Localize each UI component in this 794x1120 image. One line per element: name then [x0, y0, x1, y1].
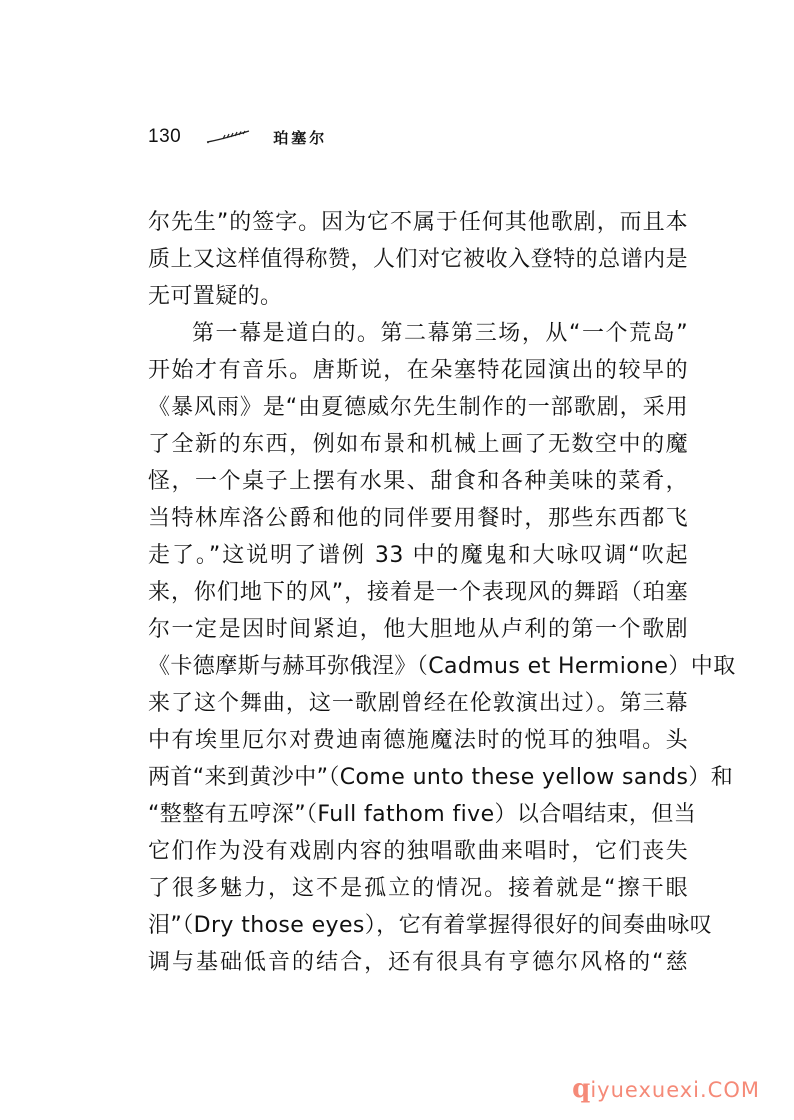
paragraph-start-line: 第一幕是道白的。第二幕第三场，从“一个荒岛”	[192, 321, 688, 346]
text-line: 两首“来到黄沙中”（Come unto these yellow sands）和	[148, 765, 734, 790]
text-line: 调与基础低音的结合，还有很具有亨德尔风格的“慈	[148, 950, 688, 975]
text-line: 质上又这样值得称赞，人们对它被收入登特的总谱内是	[148, 247, 688, 272]
text-line: 《卡德摩斯与赫耳弥俄涅》（Cadmus et Hermione）中取	[148, 654, 736, 679]
text-line: 开始才有音乐。唐斯说，在朵塞特花园演出的较早的	[148, 358, 688, 383]
text-line: 怪，一个桌子上摆有水果、甜食和各种美味的菜肴，	[148, 469, 688, 494]
text-line: 了全新的东西，例如布景和机械上画了无数空中的魔	[148, 432, 688, 457]
text-line: 走了。”这说明了谱例 33 中的魔鬼和大咏叹调“吹起	[148, 543, 688, 568]
body-text	[148, 204, 736, 981]
site-watermark	[572, 1074, 760, 1104]
page-header	[148, 122, 327, 152]
text-line: 尔一定是因时间紧迫，他大胆地从卢利的第一个歌剧	[148, 617, 688, 642]
text-line: 了很多魅力，这不是孤立的情况。接着就是“擦干眼	[148, 876, 688, 901]
watermark-text: iyuexuexi.COM	[590, 1078, 760, 1102]
text-line: 《暴风雨》是“由夏德威尔先生制作的一部歌剧，采用	[148, 395, 688, 420]
text-line: 来了这个舞曲，这一歌剧曾经在伦敦演出过）。第三幕	[148, 691, 688, 716]
running-title: 珀塞尔	[273, 128, 328, 147]
text-line: “整整有五哼深”（Full fathom five）以合唱结束，但当	[148, 802, 697, 827]
watermark-logo-letter: q	[572, 1074, 591, 1104]
text-line: 它们作为没有戏剧内容的独唱歌曲来唱时，它们丧失	[148, 839, 688, 864]
page-number: 130	[148, 126, 182, 147]
text-line: 中有埃里厄尔对费迪南德施魔法时的悦耳的独唱。头	[148, 728, 688, 753]
feather-quill-icon	[205, 130, 251, 144]
text-line: 来，你们地下的风”，接着是一个表现风的舞蹈（珀塞	[148, 580, 688, 605]
text-line: 泪”（Dry those eyes），它有着掌握得很好的间奏曲咏叹	[148, 913, 713, 938]
text-line: 无可置疑的。	[148, 284, 283, 309]
text-line: 当特林库洛公爵和他的同伴要用餐时，那些东西都飞	[148, 506, 688, 531]
text-line: 尔先生”的签字。因为它不属于任何其他歌剧，而且本	[148, 210, 688, 235]
